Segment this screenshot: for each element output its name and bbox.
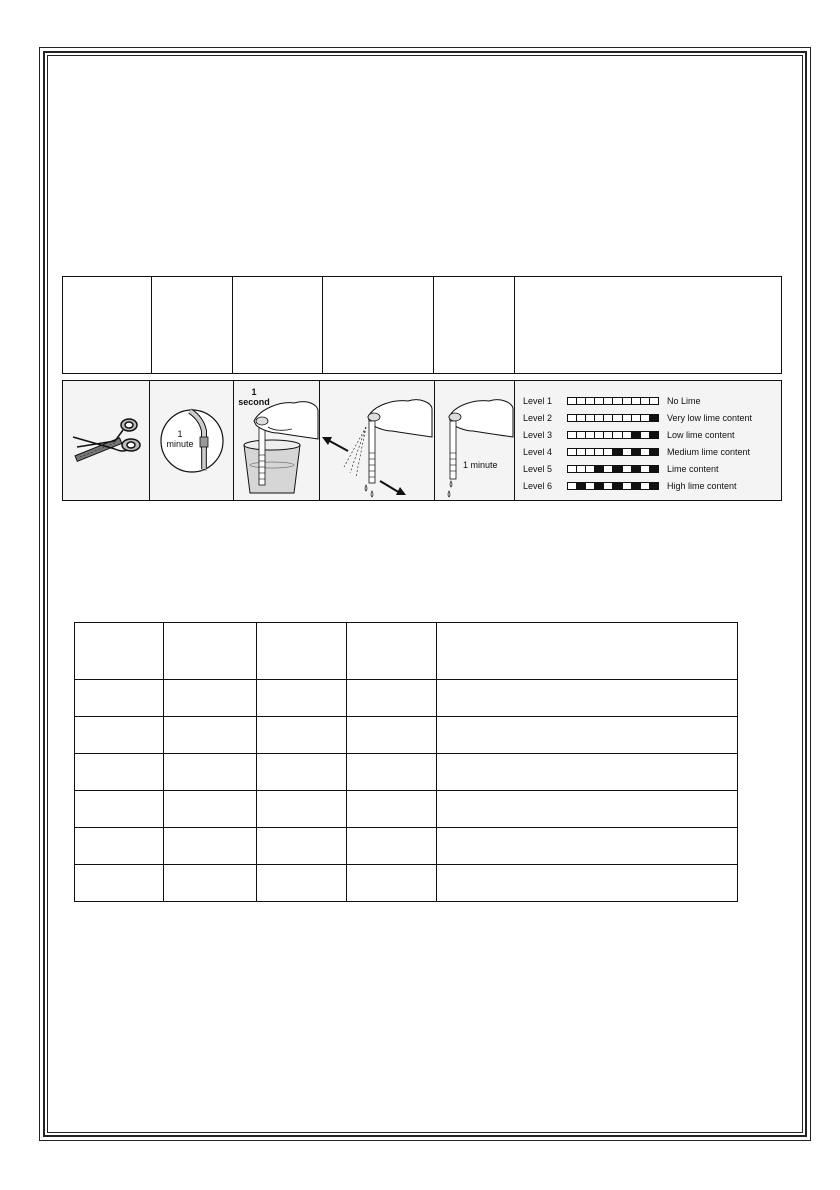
legend-pad: [568, 415, 577, 421]
legend-pad: [577, 449, 586, 455]
legend-strip-swatch: [567, 397, 659, 405]
table-cell: [164, 828, 257, 865]
legend-description: Medium lime content: [667, 446, 751, 457]
legend-pad: [586, 466, 595, 472]
legend-pad: [613, 398, 622, 404]
hold-strip-icon: [435, 381, 515, 500]
legend-pad: [586, 398, 595, 404]
table-cell: [437, 828, 738, 865]
table-row: [75, 754, 738, 791]
table-cell: [323, 277, 434, 374]
legend-pad: [604, 466, 613, 472]
page-border-inner: [47, 55, 803, 1133]
results-table: [74, 622, 738, 902]
table-cell: [347, 828, 437, 865]
legend-pad: [650, 449, 658, 455]
table-cell: [257, 754, 347, 791]
legend-pad: [613, 449, 622, 455]
legend-row: [523, 477, 775, 494]
legend-level-label: Level 5: [523, 463, 553, 474]
legend-pad: [595, 415, 604, 421]
table-cell: [347, 754, 437, 791]
table-cell: [233, 277, 323, 374]
table-cell: [257, 623, 347, 680]
table-cell: [63, 277, 152, 374]
table-cell: [257, 865, 347, 902]
legend-pad: [577, 415, 586, 421]
step-wait-panel: [435, 381, 515, 500]
table-cell: [164, 623, 257, 680]
legend-row: [523, 460, 775, 477]
legend-list: [523, 392, 775, 494]
legend-pad: [641, 432, 650, 438]
legend-pad: [577, 398, 586, 404]
table-cell: [164, 791, 257, 828]
legend-pad: [641, 466, 650, 472]
legend-pad: [577, 466, 586, 472]
legend-pad: [641, 415, 650, 421]
legend-pad: [641, 398, 650, 404]
legend-pad: [568, 483, 577, 489]
step-wait-label: 1 minute: [463, 460, 498, 470]
legend-strip-swatch: [567, 465, 659, 473]
table-row: [75, 717, 738, 754]
table-cell: [347, 623, 437, 680]
legend-description: Very low lime content: [667, 412, 753, 423]
table-row: [75, 865, 738, 902]
legend-description: Lime content: [667, 463, 719, 474]
step-shake-panel: [320, 381, 435, 500]
legend-pad: [632, 415, 641, 421]
legend-pad: [586, 449, 595, 455]
shake-strip-icon: [320, 381, 434, 500]
table-cell: [164, 865, 257, 902]
table-cell: [347, 680, 437, 717]
table-cell: [437, 865, 738, 902]
lime-level-legend: [515, 381, 781, 500]
legend-pad: [568, 432, 577, 438]
legend-pad: [623, 466, 632, 472]
table-cell: [347, 791, 437, 828]
legend-pad: [586, 415, 595, 421]
legend-pad: [568, 449, 577, 455]
table-cell: [164, 754, 257, 791]
table-cell: [75, 717, 164, 754]
step-dip-panel: [234, 381, 320, 500]
step-cut-strip-panel: [63, 381, 150, 500]
table-cell: [437, 680, 738, 717]
step-dip-number: 1: [251, 387, 257, 397]
table-row: [75, 828, 738, 865]
legend-pad: [604, 432, 613, 438]
legend-pad: [650, 398, 658, 404]
legend-pad: [595, 398, 604, 404]
table-cell: [257, 680, 347, 717]
legend-pad: [650, 432, 658, 438]
legend-pad: [604, 415, 613, 421]
table-cell: [257, 828, 347, 865]
legend-pad: [641, 483, 650, 489]
table-cell: [75, 680, 164, 717]
legend-pad: [613, 432, 622, 438]
legend-pad: [623, 415, 632, 421]
table-cell: [347, 865, 437, 902]
legend-pad: [632, 466, 641, 472]
legend-strip-swatch: [567, 414, 659, 422]
table-cell: [434, 277, 515, 374]
legend-pad: [604, 483, 613, 489]
legend-pad: [613, 483, 622, 489]
legend-pad: [623, 483, 632, 489]
legend-level-label: Level 1: [523, 395, 553, 406]
table-cell: [257, 717, 347, 754]
legend-level-label: Level 4: [523, 446, 553, 457]
table-cell: [437, 791, 738, 828]
step-rinse-panel: [150, 381, 234, 500]
legend-pad: [613, 415, 622, 421]
legend-row: [523, 443, 775, 460]
table-cell: [437, 717, 738, 754]
table-cell: [257, 791, 347, 828]
table-cell: [515, 277, 782, 374]
table-cell: [75, 828, 164, 865]
table-row: [75, 623, 738, 680]
legend-description: High lime content: [667, 480, 737, 491]
table-row: [75, 680, 738, 717]
scissors-icon: [63, 381, 149, 500]
legend-level-label: Level 3: [523, 429, 553, 440]
legend-row: [523, 409, 775, 426]
table-cell: [75, 791, 164, 828]
legend-row: [523, 426, 775, 443]
legend-pad: [604, 449, 613, 455]
legend-pad: [586, 432, 595, 438]
table-row: [75, 791, 738, 828]
legend-pad: [577, 432, 586, 438]
legend-pad: [641, 449, 650, 455]
legend-row: [523, 392, 775, 409]
legend-pad: [568, 466, 577, 472]
legend-pad: [623, 398, 632, 404]
legend-pad: [568, 398, 577, 404]
table-cell: [347, 717, 437, 754]
legend-pad: [632, 398, 641, 404]
table-cell: [164, 680, 257, 717]
step-dip-label: [236, 387, 272, 407]
legend-pad: [595, 432, 604, 438]
legend-pad: [632, 432, 641, 438]
legend-pad: [623, 449, 632, 455]
header-table: [62, 276, 782, 374]
table-cell: [75, 623, 164, 680]
legend-pad: [595, 449, 604, 455]
legend-pad: [586, 483, 595, 489]
table-row: [63, 277, 782, 374]
step-rinse-label: [160, 429, 200, 449]
legend-level-label: Level 6: [523, 480, 553, 491]
legend-pad: [650, 415, 658, 421]
table-cell: [437, 623, 738, 680]
table-cell: [75, 754, 164, 791]
table-cell: [152, 277, 233, 374]
table-cell: [164, 717, 257, 754]
legend-pad: [613, 466, 622, 472]
legend-pad: [604, 398, 613, 404]
legend-pad: [623, 432, 632, 438]
legend-level-label: Level 2: [523, 412, 553, 423]
legend-pad: [632, 483, 641, 489]
step-dip-unit: second: [238, 397, 270, 407]
table-cell: [437, 754, 738, 791]
legend-description: No Lime: [667, 395, 701, 406]
step-rinse-number: 1: [177, 429, 183, 439]
legend-strip-swatch: [567, 431, 659, 439]
legend-pad: [650, 483, 658, 489]
legend-pad: [577, 483, 586, 489]
legend-strip-swatch: [567, 448, 659, 456]
legend-pad: [595, 483, 604, 489]
legend-strip-swatch: [567, 482, 659, 490]
legend-pad: [650, 466, 658, 472]
legend-pad: [632, 449, 641, 455]
legend-description: Low lime content: [667, 429, 735, 440]
table-cell: [75, 865, 164, 902]
legend-pad: [595, 466, 604, 472]
step-rinse-unit: minute: [166, 439, 194, 449]
instruction-strip: [62, 380, 782, 501]
